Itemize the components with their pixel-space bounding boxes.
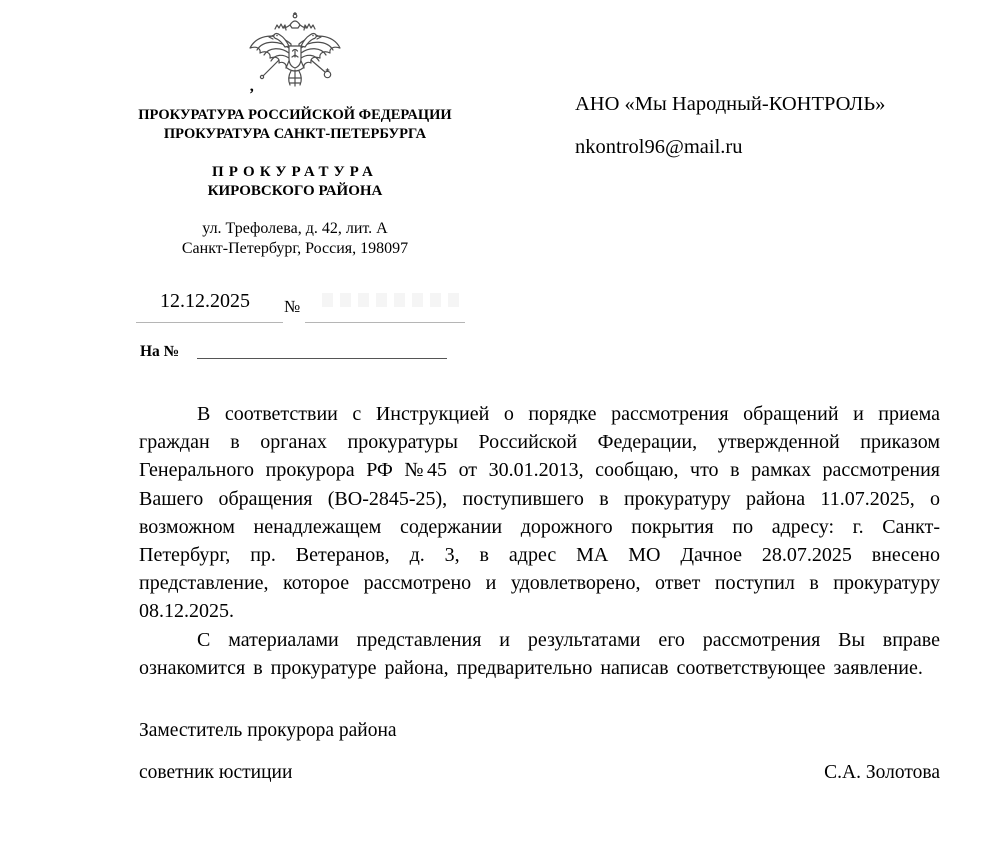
- double-headed-eagle-icon: [245, 12, 345, 98]
- recipient-name: АНО «Мы Народный-КОНТРОЛЬ»: [575, 93, 886, 115]
- org-line-1: ПРОКУРАТУРА РОССИЙСКОЙ ФЕДЕРАЦИИ: [138, 107, 452, 123]
- reply-number-underline: [197, 358, 447, 359]
- document-date: 12.12.2025: [160, 290, 250, 312]
- scan-artifact-mark: ’: [249, 86, 255, 103]
- signer-position-line-1: Заместитель прокурора района: [139, 720, 397, 741]
- office-line-1: ПРОКУРАТУРА: [212, 164, 378, 180]
- recipient-email: nkontrol96@mail.ru: [575, 136, 743, 158]
- faint-stamp-artifact: [322, 293, 464, 307]
- date-underline: [136, 322, 283, 323]
- number-label: №: [284, 297, 301, 316]
- recipient-block: [575, 92, 885, 159]
- reply-number-label: На №: [140, 343, 180, 360]
- org-line-2: ПРОКУРАТУРА САНКТ-ПЕТЕРБУРГА: [163, 126, 427, 142]
- body-paragraph-2: С материалами представления и результатами его рассмотрения Вы вправе ознакомится в прокуратуре района, предварительно написав соответствующее заявление.: [139, 628, 940, 679]
- signature-row: [139, 762, 940, 784]
- letterhead-office: [115, 163, 475, 201]
- letterhead-address: [115, 219, 475, 259]
- signer-name: С.А. Золотова: [824, 762, 940, 783]
- address-line-2: Санкт-Петербург, Россия, 198097: [181, 240, 409, 257]
- letter-body: [139, 400, 940, 682]
- number-underline: [305, 322, 465, 323]
- office-line-2: КИРОВСКОГО РАЙОНА: [207, 183, 383, 199]
- address-line-1: ул. Трефолева, д. 42, лит. А: [202, 220, 388, 237]
- signer-position-line-2: советник юстиции: [139, 762, 293, 783]
- letterhead-organization: [115, 106, 475, 144]
- body-paragraph-1: В соответствии с Инструкцией о порядке рассмотрения обращений и приема граждан в органах прокуратуры Российской Федерации, утвержденной приказом Генерального прокурора РФ №45 от 30.01.2013, сообщаю, что в рамках рассмотрения Вашего обращения (ВО-2845-25), поступившего в прокуратуру района 11.07.2025, о возможном ненадлежащем содержании дорожного покрытия по адресу: г. Санкт-Петербург, пр. Ветеранов, д. 3, в адрес МА МО Дачное 28.07.2025 внесено представление, которое рассмотрено и удовлетворено, ответ поступил в прокуратуру 08.12.2025.: [139, 403, 940, 623]
- russian-coat-of-arms-icon: [245, 12, 345, 98]
